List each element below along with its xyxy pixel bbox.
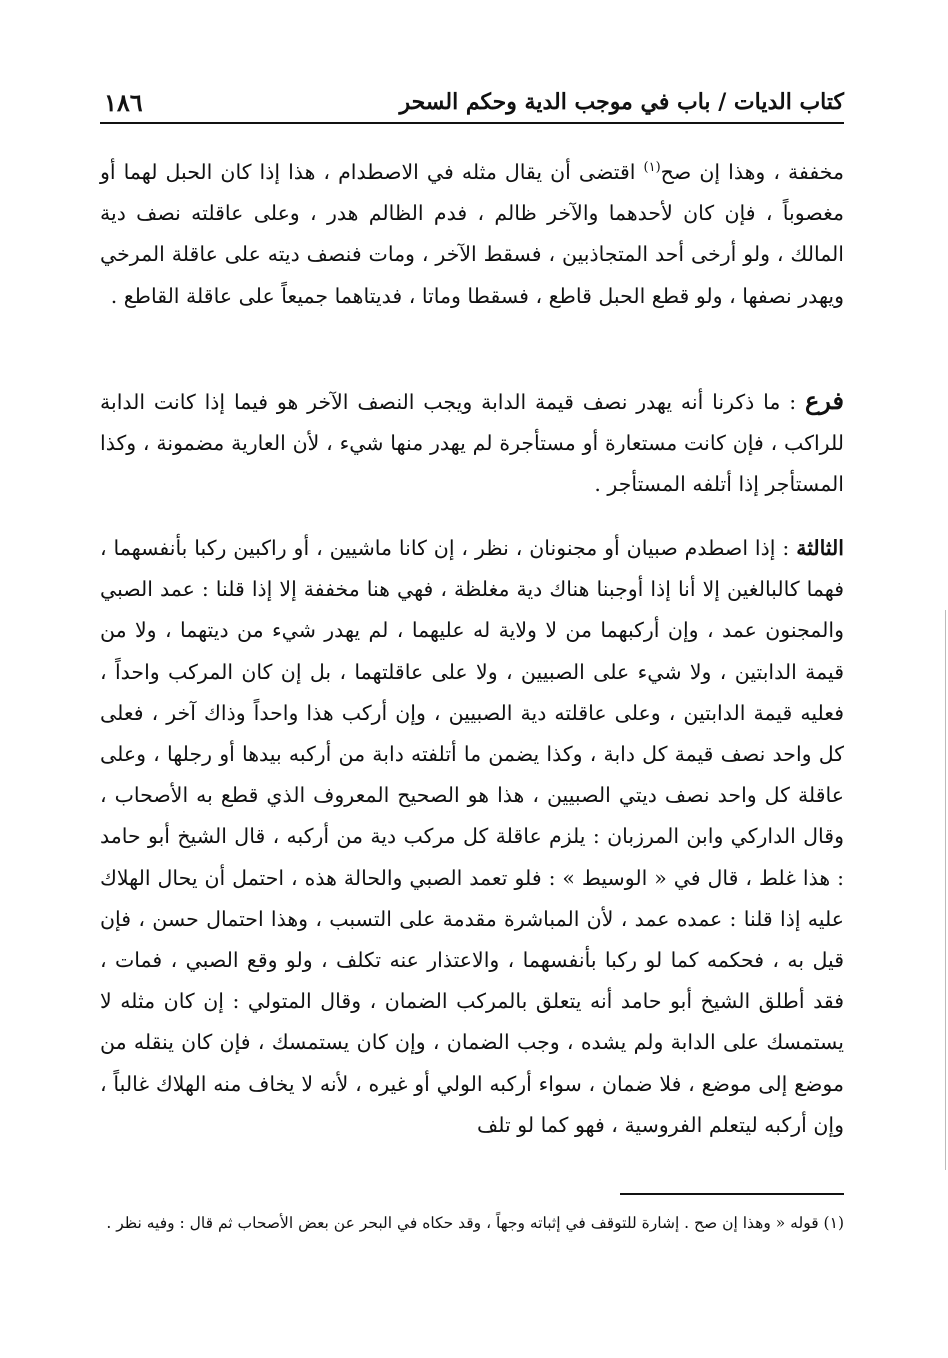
paragraph-1: [100, 152, 844, 360]
paragraph-2-lead: فرع: [804, 386, 844, 415]
footnote: [100, 1206, 844, 1240]
header-title: كتاب الديات / باب في موجب الدية وحكم السحر: [399, 89, 844, 115]
paragraph-3: [100, 528, 844, 1146]
footnote-marker: (١): [643, 160, 661, 176]
paragraph-3-text: : إذا اصطدم صبيان أو مجنونان ، نظر ، إن كانا ماشيين ، أو راكبين ركبا بأنفسهما ، فهما كالبالغين إلا أنا إذا أوجبنا هناك دية مغلظة ، فهي هنا مخففة إلا إذا قلنا : عمد الصبي والمجنون عمد ، وإن أركبهما من لا ولاية له عليهما ، لم يهدر شيء من ديتهما ، ولا من قيمة الدابتين ، ولا شيء على الصبيين ، ولا على عاقلتهما ، بل إن كان المركب واحداً ، فعليه قيمة الدابتين ، وعلى عاقلته دية الصبيين ، وإن أركب هذا واحداً وذاك آخر ، فعلى كل واحد نصف قيمة كل دابة ، وكذا يضمن ما أتلفته دابة من أركبه بيدها أو رجلها ، وعلى عاقلة كل واحد نصف ديتي الصبيين ، هذا هو الصحيح المعروف الذي قطع به الأصحاب ، وقال الداركي وابن المرزبان : يلزم عاقلة كل مركب دية من أركبه ، قال الشيخ أبو حامد : هذا غلط ، قال في « الوسيط » : فلو تعمد الصبي والحالة هذه ، احتمل أن يحال الهلاك عليه إذا قلنا : عمده عمد ، لأن المباشرة مقدمة على التسبب ، وهذا احتمال حسن ، فإن قيل به ، فحكمه كما لو ركبا بأنفسهما ، والاعتذار عنه تكلف ، ولو وقع الصبي ، فمات ، فقد أطلق الشيخ أبو حامد أنه يتعلق بالمركب الضمان ، وقال المتولي : إن كان مثله لا يستمسك على الدابة ولم يشده ، وجب الضمان ، وإن كان يستمسك ، فإن كان ينقله من موضع إلى موضع ، فلا ضمان ، سواء أركبه الولي أو غيره ، لأنه لا يخاف منه الهلاك غالباً ، وإن أركبه ليتعلم الفروسية ، فهو كما لو تلف: [100, 536, 844, 1137]
paragraph-2: [100, 380, 844, 504]
footnote-text: (١) قوله « وهذا إن صح . إشارة للتوقف في إثباته وجهاً ، وقد حكاه في البحر عن بعض الأصحاب ثم قال : وفيه نظر .: [106, 1214, 844, 1232]
footnote-separator: [620, 1193, 844, 1195]
scan-edge-line: [945, 610, 946, 1170]
paragraph-1-text-b: اقتضى أن يقال مثله في الاصطدام ، هذا إذا كان الحبل لهما أو مغصوباً ، فإن كان لأحدهما والآخر ظالم ، فدم الظالم هدر ، وعلى عاقلته نصف دية المالك ، ولو أرخى أحد المتجاذبين ، فسقط الآخر ، ومات فنصف ديته على عاقلة المرخي ويهدر نصفها ، ولو قطع الحبل قاطع ، فسقطا وماتا ، فديتاهما جميعاً على عاقلة القاطع .: [100, 160, 844, 308]
page-number: ١٨٦: [104, 87, 143, 117]
paragraph-1-text-a: مخففة ، وهذا إن صح: [660, 160, 844, 184]
paragraph-3-lead: الثالثة: [796, 536, 844, 560]
running-header: [100, 82, 844, 124]
paragraph-2-text: : ما ذكرنا أنه يهدر نصف قيمة الدابة ويجب النصف الآخر هو فيما إذا كانت الدابة للراكب ، فإن كانت مستعارة أو مستأجرة لم يهدر منها شيء ، لأن العارية مضمونة ، وكذا المستأجر إذا أتلفه المستأجر .: [100, 390, 844, 497]
main-text: [100, 152, 844, 1146]
